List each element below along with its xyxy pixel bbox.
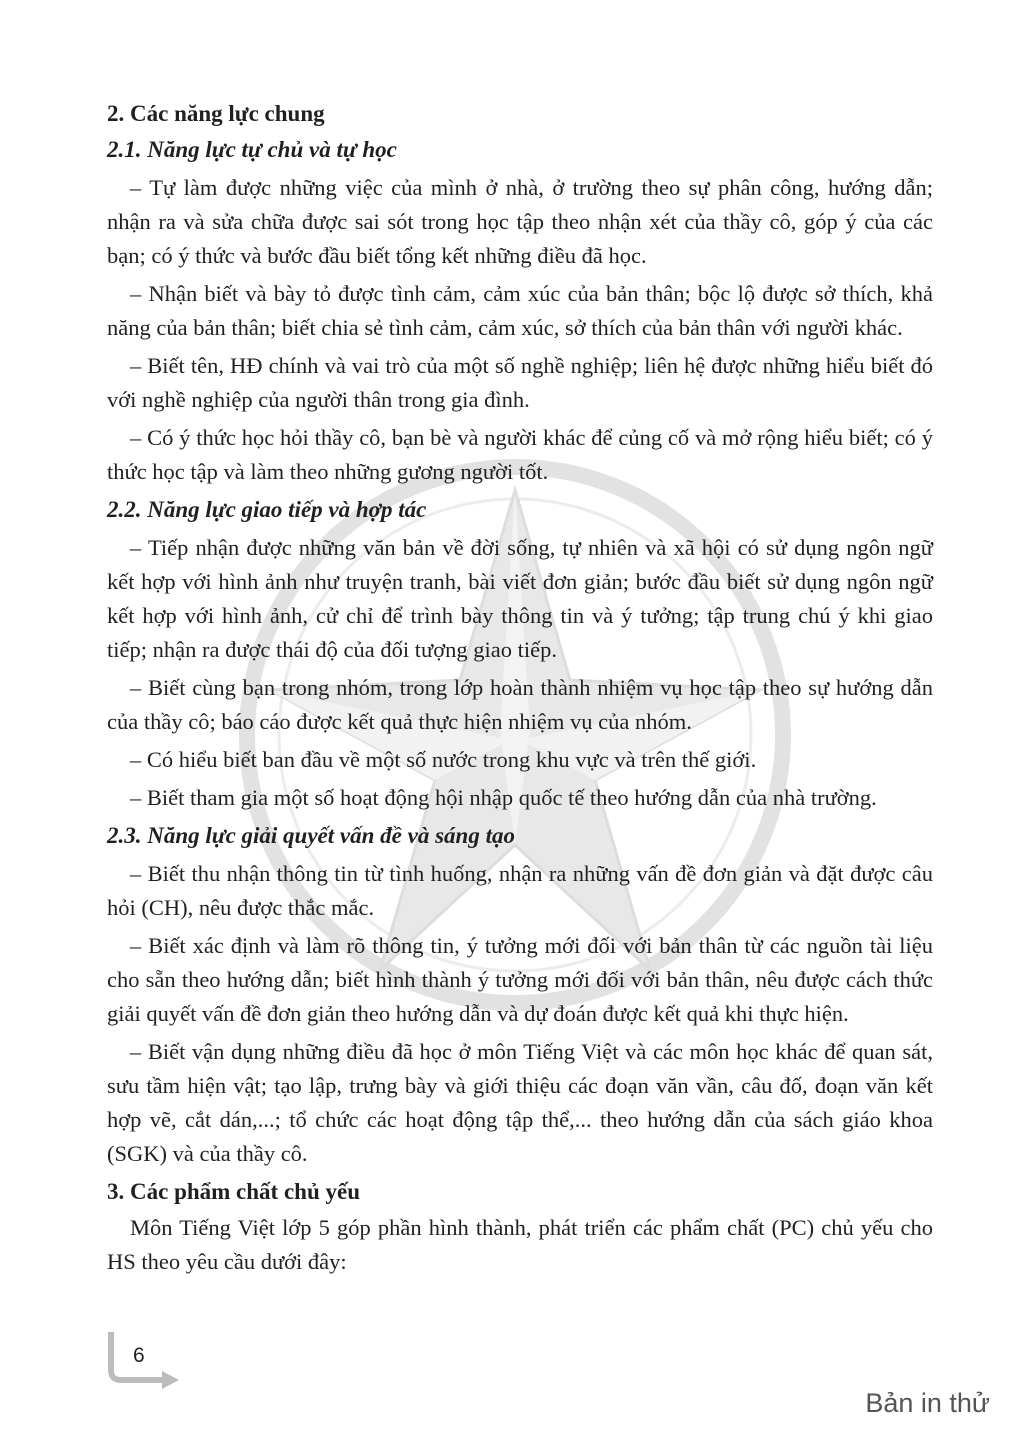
list-item: – Có ý thức học hỏi thầy cô, bạn bè và người khác để củng cố và mở rộng hiểu biết; có ý thức học tập và làm theo những gương người tốt. [107, 425, 933, 484]
section-2-3-heading: 2.3. Năng lực giải quyết vấn đề và sáng tạo [107, 823, 515, 848]
list-item: – Biết thu nhận thông tin từ tình huống, nhận ra những vấn đề đơn giản và đặt được câu hỏi (CH), nêu được thắc mắc. [107, 861, 933, 920]
main-content [107, 97, 933, 1283]
section-2-1-heading: 2.1. Năng lực tự chủ và tự học [107, 137, 397, 162]
list-item: – Tự làm được những việc của mình ở nhà, ở trường theo sự phân công, hướng dẫn; nhận ra và sửa chữa được sai sót trong học tập theo nhận xét của thầy cô, góp ý của các bạn; có ý thức và bước đầu biết tổng kết những điều đã học. [107, 175, 933, 268]
list-item: – Biết vận dụng những điều đã học ở môn Tiếng Việt và các môn học khác để quan sát, sưu tầm hiện vật; tạo lập, trưng bày và giới thiệu các đoạn văn vần, câu đố, đoạn văn kết hợp vẽ, cắt dán,...; tổ chức các hoạt động tập thể,... theo hướng dẫn của sách giáo khoa (SGK) và của thầy cô. [107, 1039, 933, 1166]
section-3-heading: 3. Các phẩm chất chủ yếu [107, 1179, 361, 1204]
list-item: – Có hiểu biết ban đầu về một số nước trong khu vực và trên thế giới. [130, 747, 757, 772]
list-item: – Biết xác định và làm rõ thông tin, ý tưởng mới đối với bản thân từ các nguồn tài liệu cho sẵn theo hướng dẫn; biết hình thành ý tưởng mới đối với bản thân, nêu được cách thức giải quyết vấn đề đơn giản theo hướng dẫn và dự đoán được kết quả khi thực hiện. [107, 933, 933, 1026]
page-arrow-icon [106, 1330, 186, 1400]
print-draft-label: Bản in thử [865, 1388, 990, 1418]
list-item: – Tiếp nhận được những văn bản về đời sống, tự nhiên và xã hội có sử dụng ngôn ngữ kết hợp với hình ảnh như truyện tranh, bài viết đơn giản; bước đầu biết sử dụng ngôn ngữ kết hợp với hình ảnh, cử chỉ để trình bày thông tin và ý tưởng; tập trung chú ý khi giao tiếp; nhận ra được thái độ của đối tượng giao tiếp. [107, 535, 933, 662]
list-item: – Nhận biết và bày tỏ được tình cảm, cảm xúc của bản thân; bộc lộ được sở thích, khả năng của bản thân; biết chia sẻ tình cảm, cảm xúc, sở thích của bản thân với người khác. [107, 281, 933, 340]
page-number-marker [106, 1330, 186, 1400]
list-item: – Biết cùng bạn trong nhóm, trong lớp hoàn thành nhiệm vụ học tập theo sự hướng dẫn của thầy cô; báo cáo được kết quả thực hiện nhiệm vụ của nhóm. [107, 675, 933, 734]
list-item: Môn Tiếng Việt lớp 5 góp phần hình thành, phát triển các phẩm chất (PC) chủ yếu cho HS theo yêu cầu dưới đây: [107, 1215, 933, 1274]
page-number: 6 [133, 1344, 145, 1367]
list-item: – Biết tên, HĐ chính và vai trò của một số nghề nghiệp; liên hệ được những hiểu biết đó với nghề nghiệp của người thân trong gia đình. [107, 353, 933, 412]
list-item: – Biết tham gia một số hoạt động hội nhập quốc tế theo hướng dẫn của nhà trường. [130, 785, 877, 810]
section-2-heading: 2. Các năng lực chung [107, 101, 325, 126]
section-2-2-heading: 2.2. Năng lực giao tiếp và hợp tác [107, 497, 427, 522]
